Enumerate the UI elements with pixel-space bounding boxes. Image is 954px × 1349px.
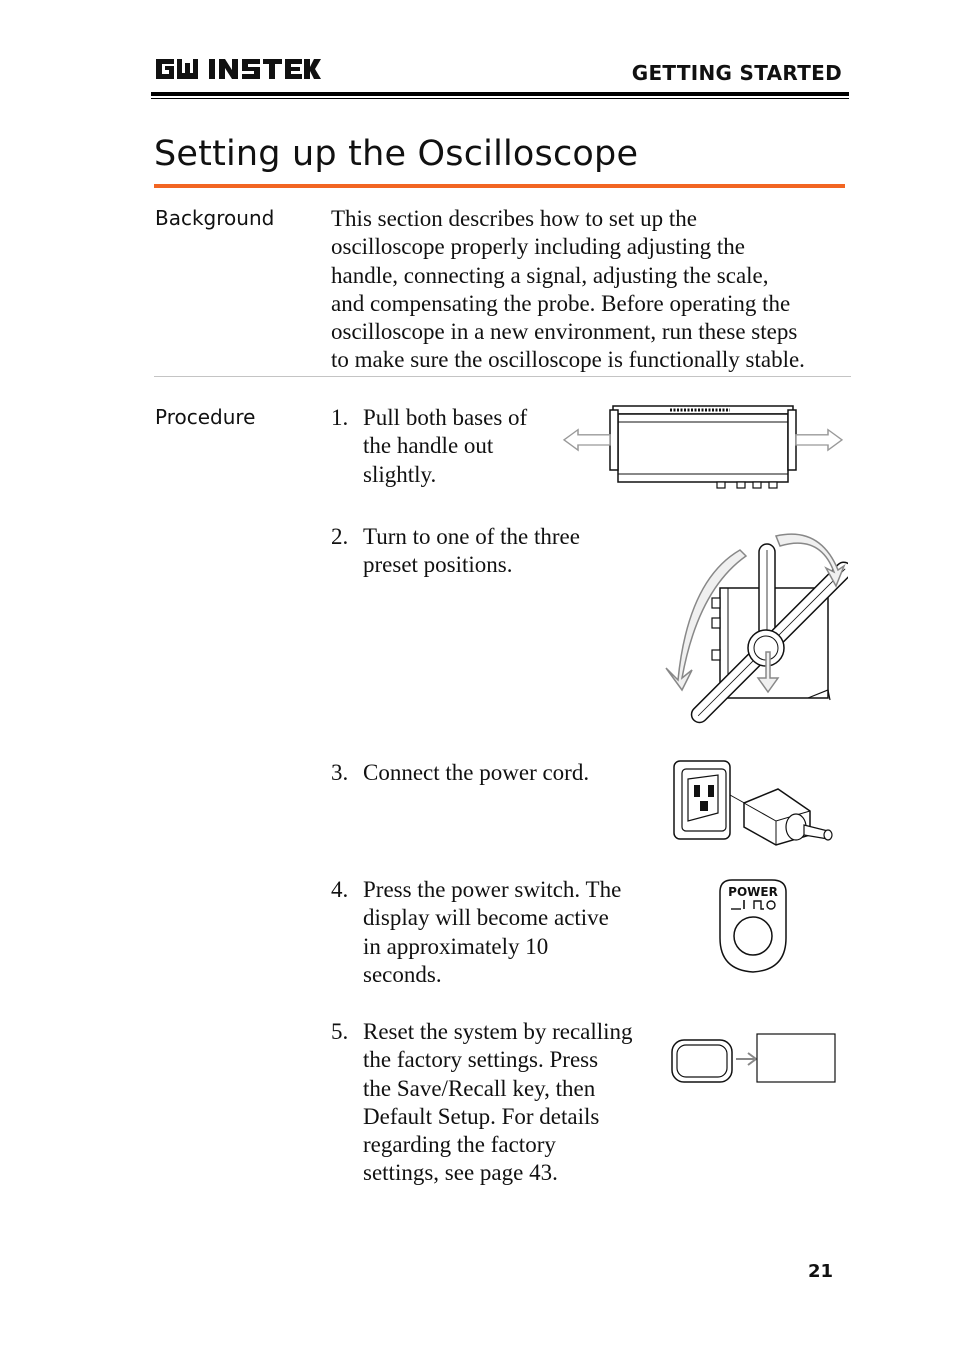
step-number: 3. bbox=[331, 760, 349, 785]
procedure-label: Procedure bbox=[155, 405, 256, 429]
step-text bbox=[363, 1018, 633, 1188]
text-line: handle, connecting a signal, adjusting the scale, bbox=[331, 262, 769, 288]
page-title: Setting up the Oscilloscope bbox=[154, 134, 639, 174]
step-text bbox=[363, 876, 621, 989]
background-label: Background bbox=[155, 206, 275, 230]
text-line: seconds. bbox=[363, 961, 442, 987]
text-line: the handle out bbox=[363, 433, 494, 459]
text-line: in approximately 10 bbox=[363, 933, 549, 959]
text-line: Connect the power cord. bbox=[363, 760, 590, 785]
header-rule-thin bbox=[151, 98, 849, 99]
section-divider bbox=[154, 376, 851, 377]
text-line: Pull both bases of bbox=[363, 405, 528, 430]
step-text bbox=[363, 759, 589, 787]
text-line: slightly. bbox=[363, 461, 437, 487]
text-line: Default Setup. For details bbox=[363, 1103, 600, 1129]
title-underline bbox=[154, 184, 845, 188]
default-setup-softkey bbox=[757, 1034, 835, 1082]
text-line: This section describes how to set up the bbox=[331, 206, 698, 231]
text-line: the factory settings. Press bbox=[363, 1047, 599, 1073]
text-line: and compensating the probe. Before operating the bbox=[331, 290, 791, 316]
power-label: POWER bbox=[728, 885, 778, 899]
section-label: GETTING STARTED bbox=[631, 61, 842, 85]
power-switch-figure bbox=[714, 876, 792, 976]
procedure-step-4 bbox=[331, 876, 621, 989]
text-line: Turn to one of the three bbox=[363, 524, 580, 549]
gw-instek-logo bbox=[154, 55, 322, 83]
text-line: regarding the factory bbox=[363, 1132, 556, 1158]
step-text bbox=[363, 523, 580, 580]
text-line: settings, see page 43. bbox=[363, 1160, 558, 1186]
step-number: 2. bbox=[331, 524, 349, 549]
header-rule bbox=[151, 92, 849, 96]
text-line: Press the power switch. The bbox=[363, 877, 622, 902]
page-number: 21 bbox=[807, 1261, 833, 1282]
procedure-step-1 bbox=[331, 404, 527, 489]
background-text bbox=[331, 205, 851, 375]
text-line: oscilloscope properly including adjusting the bbox=[331, 234, 745, 260]
save-recall-figure bbox=[668, 1030, 840, 1088]
text-line: to make sure the oscilloscope is functionally stable. bbox=[331, 347, 805, 373]
text-line: the Save/Recall key, then bbox=[363, 1075, 596, 1101]
power-cord-figure bbox=[668, 755, 838, 850]
step-number: 5. bbox=[331, 1019, 349, 1044]
step-text bbox=[363, 404, 527, 489]
handle-pull-figure bbox=[560, 400, 845, 495]
text-line: Reset the system by recalling bbox=[363, 1019, 633, 1044]
procedure-step-5 bbox=[331, 1018, 633, 1188]
step-number: 1. bbox=[331, 405, 349, 430]
step-number: 4. bbox=[331, 877, 349, 902]
text-line: oscilloscope in a new environment, run these steps bbox=[331, 319, 798, 345]
procedure-step-2 bbox=[331, 523, 580, 580]
handle-rotate-figure bbox=[658, 520, 848, 730]
text-line: display will become active bbox=[363, 905, 609, 931]
text-line: preset positions. bbox=[363, 552, 513, 578]
procedure-step-3 bbox=[331, 759, 589, 787]
